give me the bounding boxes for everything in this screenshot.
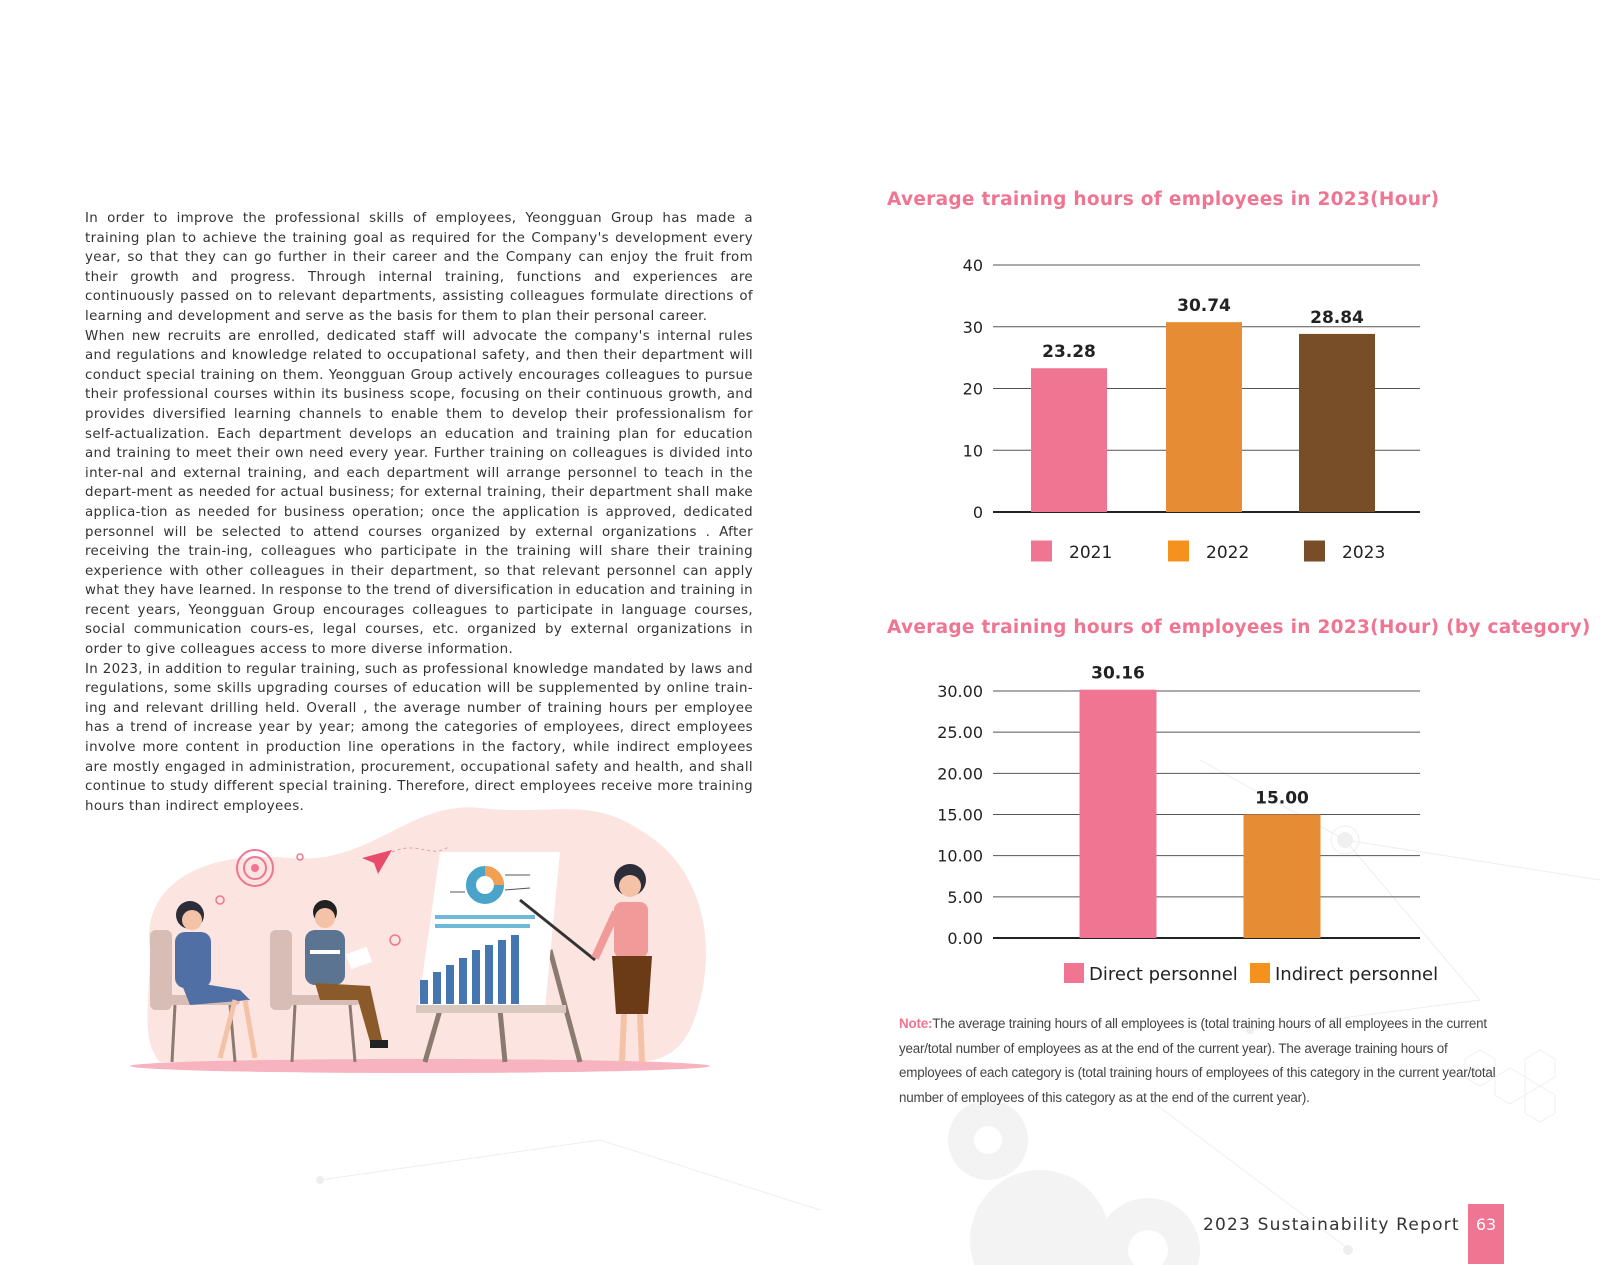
legend-label: 2023 [1342,543,1386,563]
data-label: 15.00 [1255,788,1309,809]
legend-label: Direct personnel [1089,964,1238,985]
y-tick-label: 20 [962,379,983,399]
legend-label: 2022 [1206,543,1250,563]
training-illustration [120,800,720,1100]
y-tick-label: 30.00 [937,682,983,701]
chart-title: Average training hours of employees in 2023(Hour) [887,189,1440,210]
chart-note [899,1012,1499,1110]
body-paragraph: When new recruits are enrolled, dedicated staff will advocate the company's internal rules and regulations and knowledge related to occupational safety, and then their department will conduct special training on them. Yeongguan Group actively encourages colleagues to pursue their professional courses within its business scope, focusing on their continuous growth, and provides diversified learning channels to enable them to develop their professionalism for self-actualization. Each department develops an education and training plan for education and training to meet their own need every year. Further training on colleagues is divided into inter-nal and external training, and each department will arrange personnel to teach in the depart-ment as needed for actual business; for external training, their department shall make applica-tion as needed for business operation; once the application is approved, dedicated personnel will be selected to attend courses organized by external organizations . After receiving the train-ing, colleagues who participate in the training will share their training experience with other colleagues in their department, so that relevant personnel can apply what they have learned. In response to the trend of diversification in education and training in recent years, Yeongguan Group encourages colleagues to participate in language courses, social communication cours-es, legal courses, etc. organized by external organizations in order to give colleagues access to more diverse information. [85,328,753,658]
y-tick-label: 40 [962,256,983,275]
data-label: 30.74 [1177,296,1231,317]
page-number: 63 [1468,1204,1504,1264]
body-text [85,209,753,816]
y-tick-label: 5.00 [947,887,983,907]
data-label: 23.28 [1042,342,1096,363]
legend-label: 2021 [1069,543,1113,563]
y-tick-label: 30 [962,317,983,337]
y-tick-label: 0 [972,503,983,522]
y-tick-label: 25.00 [937,723,983,743]
y-tick-label: 10.00 [937,846,983,866]
y-tick-label: 15.00 [937,805,983,825]
note-text: The average training hours of all employees is (total training hours of all employees in the current year/total number of employees as at the end of the current year). The average training hours of employees of each category is (total training hours of employees of this category in the current year/total number of employees of this category as at the end of the current year). [899,1016,1496,1105]
note-label: Note: [899,1016,933,1031]
chart-title: Average training hours of employees in 2023(Hour) (by category) [887,617,1591,638]
body-paragraph: In 2023, in addition to regular training, such as professional knowledge mandated by laws and regulations, some skills upgrading courses of education will be supplemented by online train-ing and relevant drilling held. Overall , the average number of training hours per employee has a trend of increase year by year; among the categories of employees, direct employees involve more content in production line operations in the factory, while indirect employees are mostly engaged in administration, procurement, occupational safety and health, and shall continue to study different special training. Therefore, direct employees receive more training hours than indirect employees. [85,661,753,814]
data-label: 30.16 [1091,663,1145,684]
y-tick-label: 0.00 [947,929,983,948]
report-title: 2023 Sustainability Report [1203,1215,1460,1235]
y-tick-label: 10 [962,441,983,461]
data-label: 28.84 [1310,307,1364,328]
legend-label: Indirect personnel [1275,964,1439,985]
y-tick-label: 20.00 [937,764,983,784]
body-paragraph: In order to improve the professional skills of employees, Yeongguan Group has made a training plan to achieve the training goal as required for the Company's development every year, so that they can go further in their career and the Company can enjoy the fruit from their growth and progress. Through internal training, functions and experiences are continuously passed on to relevant departments, assisting colleagues formulate directions of learning and development and serve as the basis for them to plan their personal career. [85,211,753,324]
